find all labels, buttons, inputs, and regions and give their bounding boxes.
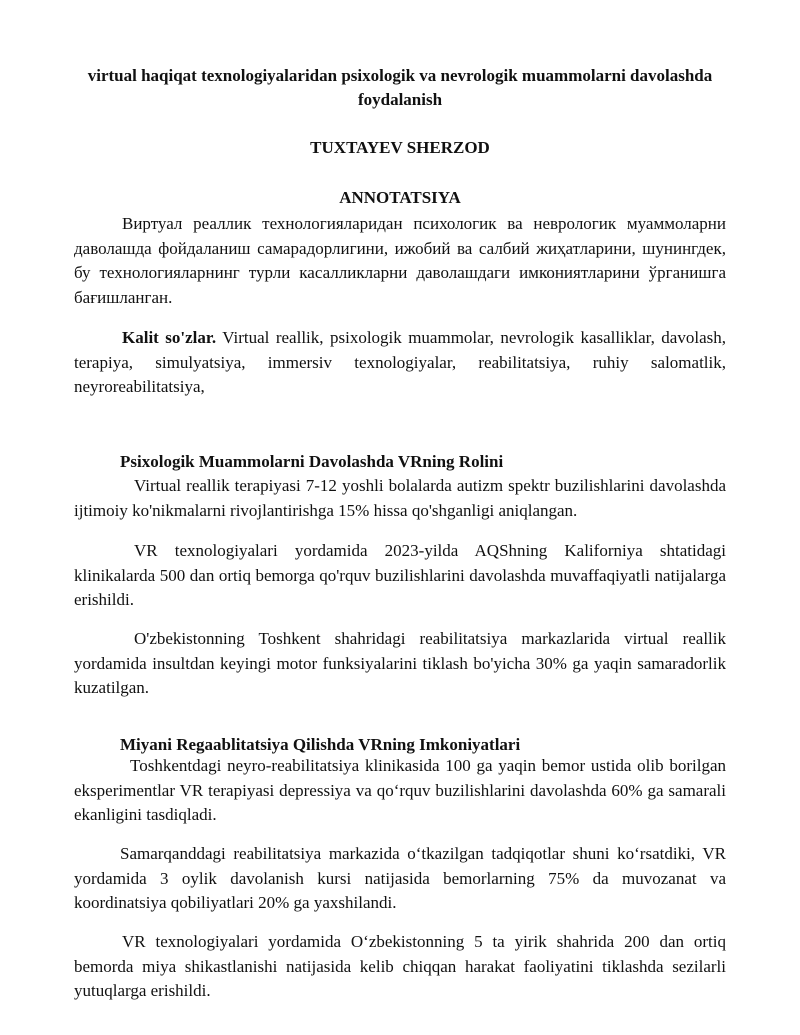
annotation-heading: ANNOTATSIYA (339, 188, 461, 207)
author-name: TUXTAYEV SHERZOD (310, 138, 490, 157)
keywords-label: Kalit so'zlar. (122, 328, 217, 347)
section2-paragraph: VR texnologiyalari yordamida O‘zbekistonning 5 ta yirik shahrida 200 dan ortiq bemorda miya shikastlanishi natijasida kelib chiqqan harakat faoliyatini tiklashda sezilarli yutuqlarga erishildi. (74, 932, 726, 1001)
section-heading-brain-rehab: Miyani Regaablitatsiya Qilishda VRning Imkoniyatlari (120, 735, 521, 754)
document-title: virtual haqiqat texnologiyalaridan psixologik va nevrologik muammolarni davolashda foydalanish (87, 66, 713, 109)
keywords-paragraph (74, 326, 726, 400)
section2-paragraph: Toshkentdagi neyro-reabilitatsiya klinikasida 100 ga yaqin bemor ustida olib borilgan eksperimentlar VR terapiyasi depressiya va qo‘rquv buzilishlarini davolashda 60% ga samarali ekanligini tasdiqladi. (74, 756, 726, 825)
section-heading-psychological: Psixologik Muammolarni Davolashda VRning Rolini (120, 452, 504, 471)
section1-paragraph: Virtual reallik terapiyasi 7-12 yoshli bolalarda autizm spektr buzilishlarini davolashda ijtimoiy ko'nikmalarni rivojlantirishga 15% hissa qo'shganligi aniqlangan. (74, 476, 726, 520)
keywords-text: Virtual reallik, psixologik muammolar, nevrologik kasalliklar, davolash, terapiya, simulyatsiya, immersiv texnologiyalar, reabilitatsiya, ruhiy salomatlik, neyroreabilitatsiya, (74, 328, 726, 397)
annotation-text: Виртуал реаллик технологияларидан психологик ва неврологик муаммоларни даволашда фойдаланиш самарадорлигини, ижобий ва салбий жиҳатларини, шунингдек, бу технологияларнинг турли касалликларни даволашдаги имкониятларини ўрганишга бағишланган. (74, 214, 726, 307)
section2-paragraph: Samarqanddagi reabilitatsiya markazida o‘tkazilgan tadqiqotlar shuni ko‘rsatdiki, VR yordamida 3 oylik davolanish kursi natijasida bemorlarning 75% da muvozanat va koordinatsiya qobiliyatlari 20% ga yaxshilandi. (74, 844, 726, 913)
section1-paragraph: O'zbekistonning Toshkent shahridagi reabilitatsiya markazlarida virtual reallik yordamida insultdan keyingi motor funksiyalarini tiklash bo'yicha 30% ga yaqin samaradorlik kuzatilgan. (74, 629, 726, 698)
section1-paragraph: VR texnologiyalari yordamida 2023-yilda AQShning Kaliforniya shtatidagi klinikalarda 500 dan ortiq bemorga qo'rquv buzilishlarini davolashda muvaffaqiyatli natijalarga erishildi. (74, 541, 726, 610)
